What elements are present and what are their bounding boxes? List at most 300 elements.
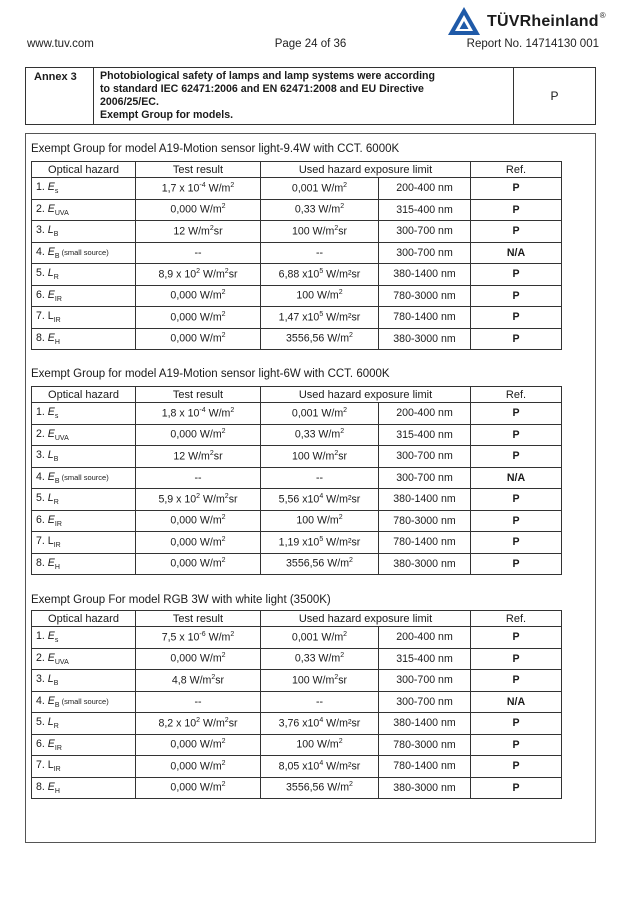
- test-result-cell: [136, 221, 261, 243]
- result-value: 4,8 W/m: [171, 674, 212, 687]
- hazard-cell: [32, 221, 136, 243]
- hazard-cell: [32, 264, 136, 286]
- test-result-cell: [136, 242, 261, 264]
- result-exponent: 2: [221, 289, 226, 297]
- result-exponent: -6: [199, 630, 206, 638]
- exposure-limit-cell: [261, 446, 379, 468]
- group-title: Exempt Group for model A19-Motion sensor light-6W with CCT. 6000K: [31, 368, 390, 380]
- hazard-cell: [32, 178, 136, 200]
- hazard-symbol: L: [47, 449, 54, 462]
- limit-exponent: 2: [338, 289, 343, 297]
- hazard-cell: [32, 403, 136, 425]
- test-result-cell: [136, 691, 261, 713]
- hazard-symbol: E: [47, 245, 55, 258]
- table-header-row: [32, 611, 562, 627]
- hazard-number: 7.: [36, 535, 45, 548]
- hazard-number: 3.: [36, 224, 45, 237]
- result-unit-exponent: 2: [230, 406, 235, 414]
- result-exponent: 2: [221, 781, 226, 789]
- result-exponent: 2: [209, 449, 214, 457]
- exposure-limit-cell: [261, 627, 379, 649]
- hazard-number: 7.: [36, 759, 45, 772]
- table-row: [32, 648, 562, 670]
- table-row: [32, 691, 562, 713]
- result-exponent: 2: [209, 224, 214, 232]
- exposure-limit-cell: [261, 777, 379, 799]
- limit-exponent: 2: [343, 181, 348, 189]
- result-exponent: 2: [221, 535, 226, 543]
- hazard-cell: [32, 307, 136, 329]
- hazard-note: (small source): [59, 247, 109, 257]
- hazard-number: 6.: [36, 513, 45, 526]
- exposure-limit-cell: [261, 221, 379, 243]
- hazard-number: 2.: [36, 651, 45, 664]
- exposure-limit-cell: [261, 756, 379, 778]
- result-unit-exponent: 2: [224, 267, 229, 275]
- limit-value: 3556,56 W/m: [286, 558, 350, 571]
- group-title: Exempt Group For model RGB 3W with white light (3500K): [31, 594, 331, 606]
- hazard-number: 1.: [36, 630, 45, 643]
- limit-unit: W/m²sr: [323, 493, 361, 506]
- result-value: 0,000 W/m: [170, 333, 222, 346]
- result-unit: W/m: [200, 717, 225, 730]
- hazard-symbol: L: [47, 267, 54, 280]
- limit-value: 0,33 W/m: [294, 204, 341, 217]
- limit-exponent: 2: [338, 738, 343, 746]
- ref-verdict-cell: P: [471, 627, 562, 649]
- limit-exponent: 2: [334, 449, 339, 457]
- hazard-number: 1.: [36, 181, 45, 194]
- hazard-subscript: B: [54, 701, 60, 709]
- wavelength-range-cell: 300-700 nm: [379, 242, 471, 264]
- table-row: [32, 777, 562, 799]
- ref-verdict-cell: P: [471, 446, 562, 468]
- hazard-number: 1.: [36, 406, 45, 419]
- exposure-limit-cell: [261, 424, 379, 446]
- hazard-number: 5.: [36, 492, 45, 505]
- limit-value: 3556,56 W/m: [286, 782, 350, 795]
- limit-exponent: 5: [319, 310, 324, 318]
- table-row: [32, 510, 562, 532]
- limit-value: 0,001 W/m: [291, 631, 344, 644]
- limit-value: 5,56 x10: [278, 493, 320, 506]
- wavelength-range-cell: 200-400 nm: [379, 178, 471, 200]
- result-unit: sr: [213, 225, 223, 238]
- limit-exponent: 2: [349, 557, 353, 565]
- annex-line: to standard IEC 62471:2006 and EN 62471:2008 and EU Directive: [100, 83, 424, 95]
- column-header: Test result: [136, 162, 261, 178]
- limit-value: --: [315, 471, 324, 484]
- exposure-limit-cell: [261, 403, 379, 425]
- hazard-cell: [32, 553, 136, 575]
- ref-verdict-cell: P: [471, 403, 562, 425]
- result-exponent: 2: [196, 492, 201, 500]
- result-value: 12 W/m: [173, 450, 210, 463]
- limit-exponent: 2: [343, 630, 348, 638]
- result-value: 0,000 W/m: [170, 429, 222, 442]
- hazard-number: 2.: [36, 202, 45, 215]
- hazard-table: [31, 610, 562, 799]
- hazard-cell: [32, 489, 136, 511]
- ref-verdict-cell: P: [471, 489, 562, 511]
- hazard-number: 6.: [36, 737, 45, 750]
- annex-description: [94, 68, 514, 124]
- test-result-cell: [136, 510, 261, 532]
- result-exponent: 2: [221, 738, 226, 746]
- exposure-limit-cell: [261, 648, 379, 670]
- hazard-symbol: E: [47, 331, 55, 344]
- result-exponent: 2: [221, 203, 226, 211]
- result-unit-tail: sr: [228, 717, 238, 730]
- hazard-symbol: L: [47, 759, 54, 772]
- hazard-symbol: E: [47, 181, 55, 194]
- hazard-number: 5.: [36, 267, 45, 280]
- ref-verdict-cell: P: [471, 328, 562, 350]
- hazard-cell: [32, 734, 136, 756]
- hazard-subscript: IR: [53, 542, 61, 550]
- result-value: 0,000 W/m: [170, 536, 222, 549]
- limit-exponent: 4: [319, 492, 324, 500]
- wavelength-range-cell: 315-400 nm: [379, 199, 471, 221]
- exposure-limit-cell: [261, 691, 379, 713]
- column-header: Ref.: [471, 162, 562, 178]
- limit-value: 100 W/m: [291, 450, 335, 463]
- limit-value: 1,19 x10: [278, 536, 320, 549]
- hazard-cell: [32, 777, 136, 799]
- result-unit: W/m: [205, 631, 231, 644]
- ref-verdict-cell: P: [471, 199, 562, 221]
- limit-value: 0,001 W/m: [291, 407, 344, 420]
- hazard-subscript: UVA: [54, 434, 69, 442]
- exposure-limit-cell: [261, 328, 379, 350]
- limit-exponent: 2: [334, 673, 339, 681]
- hazard-symbol: E: [47, 288, 55, 301]
- annex-line: Photobiological safety of lamps and lamp systems were according: [100, 70, 435, 82]
- wavelength-range-cell: 200-400 nm: [379, 403, 471, 425]
- column-header: Optical hazard: [32, 611, 136, 627]
- test-result-cell: [136, 264, 261, 286]
- table-header-row: [32, 387, 562, 403]
- test-result-cell: [136, 777, 261, 799]
- limit-exponent: 4: [319, 759, 324, 767]
- exposure-limit-cell: [261, 734, 379, 756]
- tuv-logo: [447, 4, 607, 36]
- hazard-subscript: s: [54, 188, 59, 196]
- result-value: 0,000 W/m: [170, 290, 222, 303]
- hazard-subscript: H: [54, 787, 60, 795]
- hazard-symbol: E: [47, 202, 55, 215]
- hazard-subscript: IR: [54, 520, 62, 528]
- limit-value: 0,001 W/m: [291, 182, 344, 195]
- wavelength-range-cell: 300-700 nm: [379, 670, 471, 692]
- hazard-note: (small source): [59, 696, 109, 706]
- hazard-number: 6.: [36, 288, 45, 301]
- result-exponent: 2: [221, 310, 226, 318]
- ref-verdict-cell: P: [471, 264, 562, 286]
- test-result-cell: [136, 670, 261, 692]
- ref-verdict-cell: P: [471, 424, 562, 446]
- hazard-symbol: E: [47, 737, 55, 750]
- table-row: [32, 446, 562, 468]
- hazard-symbol: E: [47, 630, 55, 643]
- result-unit-exponent: 2: [224, 716, 229, 724]
- annex-box: [25, 67, 596, 125]
- hazard-subscript: R: [53, 499, 59, 507]
- hazard-note: (small source): [59, 472, 109, 482]
- test-result-cell: [136, 713, 261, 735]
- test-result-cell: [136, 532, 261, 554]
- hazard-subscript: IR: [54, 744, 62, 752]
- limit-value: 100 W/m: [296, 515, 339, 528]
- result-exponent: 2: [221, 652, 226, 660]
- wavelength-range-cell: 315-400 nm: [379, 648, 471, 670]
- test-result-cell: [136, 489, 261, 511]
- hazard-symbol: E: [47, 470, 55, 483]
- wavelength-range-cell: 300-700 nm: [379, 446, 471, 468]
- hazard-symbol: E: [47, 694, 55, 707]
- limit-value: 6,88 x10: [278, 268, 320, 281]
- result-value: --: [194, 246, 202, 259]
- ref-verdict-cell: N/A: [471, 242, 562, 264]
- table-row: [32, 734, 562, 756]
- table-header-row: [32, 162, 562, 178]
- ref-verdict-cell: P: [471, 178, 562, 200]
- wavelength-range-cell: 780-3000 nm: [379, 510, 471, 532]
- ref-verdict-cell: P: [471, 713, 562, 735]
- limit-value: --: [315, 246, 324, 259]
- exposure-limit-cell: [261, 713, 379, 735]
- ref-verdict-cell: P: [471, 648, 562, 670]
- table-row: [32, 307, 562, 329]
- result-value: 0,000 W/m: [170, 739, 222, 752]
- exposure-limit-cell: [261, 199, 379, 221]
- wavelength-range-cell: 780-1400 nm: [379, 307, 471, 329]
- hazard-symbol: L: [47, 492, 54, 505]
- brand-name: TÜVRheinland®: [487, 11, 606, 30]
- hazard-subscript: B: [53, 231, 59, 239]
- hazard-number: 8.: [36, 331, 45, 344]
- hazard-symbol: E: [47, 780, 55, 793]
- ref-verdict-cell: P: [471, 285, 562, 307]
- result-exponent: 2: [221, 759, 226, 767]
- hazard-cell: [32, 670, 136, 692]
- result-unit-exponent: 2: [230, 630, 235, 638]
- test-result-cell: [136, 756, 261, 778]
- hazard-cell: [32, 532, 136, 554]
- hazard-symbol: L: [47, 673, 54, 686]
- table-row: [32, 178, 562, 200]
- hazard-symbol: E: [47, 427, 55, 440]
- ref-verdict-cell: P: [471, 532, 562, 554]
- limit-unit: W/m²sr: [323, 311, 361, 324]
- hazard-number: 3.: [36, 673, 45, 686]
- exposure-limit-cell: [261, 178, 379, 200]
- hazard-subscript: s: [54, 413, 59, 421]
- limit-value: 3556,56 W/m: [286, 333, 350, 346]
- limit-unit: W/m²sr: [323, 268, 361, 281]
- ref-verdict-cell: P: [471, 221, 562, 243]
- ref-verdict-cell: P: [471, 510, 562, 532]
- wavelength-range-cell: 200-400 nm: [379, 627, 471, 649]
- table-row: [32, 264, 562, 286]
- hazard-cell: [32, 510, 136, 532]
- hazard-subscript: IR: [54, 295, 62, 303]
- table-row: [32, 713, 562, 735]
- limit-exponent: 2: [349, 332, 353, 340]
- result-exponent: 2: [221, 332, 226, 340]
- result-unit: W/m: [205, 182, 231, 195]
- ref-verdict-cell: P: [471, 734, 562, 756]
- result-value: 12 W/m: [173, 225, 210, 238]
- wavelength-range-cell: 315-400 nm: [379, 424, 471, 446]
- wavelength-range-cell: 380-1400 nm: [379, 489, 471, 511]
- result-value: 0,000 W/m: [170, 558, 222, 571]
- ref-verdict-cell: N/A: [471, 691, 562, 713]
- wavelength-range-cell: 300-700 nm: [379, 221, 471, 243]
- test-result-cell: [136, 178, 261, 200]
- hazard-table: [31, 386, 562, 575]
- column-header: Used hazard exposure limit: [261, 162, 471, 178]
- column-header: Test result: [136, 611, 261, 627]
- table-row: [32, 467, 562, 489]
- test-result-cell: [136, 734, 261, 756]
- result-unit: sr: [213, 450, 223, 463]
- exposure-limit-cell: [261, 510, 379, 532]
- hazard-number: 2.: [36, 427, 45, 440]
- test-result-cell: [136, 328, 261, 350]
- column-header: Ref.: [471, 387, 562, 403]
- hazard-table: [31, 161, 562, 350]
- hazard-subscript: UVA: [54, 209, 69, 217]
- hazard-subscript: s: [54, 637, 59, 645]
- test-result-cell: [136, 467, 261, 489]
- group-title: Exempt Group for model A19-Motion sensor light-9.4W with CCT. 6000K: [31, 143, 400, 155]
- exposure-limit-cell: [261, 553, 379, 575]
- hazard-cell: [32, 328, 136, 350]
- exposure-limit-cell: [261, 242, 379, 264]
- table-row: [32, 553, 562, 575]
- hazard-cell: [32, 627, 136, 649]
- hazard-symbol: L: [47, 716, 54, 729]
- wavelength-range-cell: 780-1400 nm: [379, 756, 471, 778]
- ref-verdict-cell: P: [471, 756, 562, 778]
- hazard-symbol: L: [47, 535, 54, 548]
- hazard-subscript: B: [53, 456, 59, 464]
- result-unit-exponent: 2: [230, 181, 235, 189]
- limit-unit: sr: [338, 225, 348, 238]
- hazard-cell: [32, 424, 136, 446]
- page-number: Page 24 of 36: [274, 38, 347, 50]
- hazard-subscript: H: [54, 338, 60, 346]
- result-value: 8,2 x 10: [158, 717, 197, 730]
- exposure-limit-cell: [261, 670, 379, 692]
- wavelength-range-cell: 780-3000 nm: [379, 734, 471, 756]
- result-exponent: 2: [221, 428, 226, 436]
- result-unit: W/m: [200, 493, 225, 506]
- limit-exponent: 2: [340, 203, 345, 211]
- exposure-limit-cell: [261, 307, 379, 329]
- wavelength-range-cell: 380-3000 nm: [379, 777, 471, 799]
- hazard-subscript: H: [54, 563, 60, 571]
- ref-verdict-cell: P: [471, 553, 562, 575]
- website-text: www.tuv.com: [27, 38, 94, 50]
- hazard-subscript: B: [54, 252, 60, 260]
- result-value: 0,000 W/m: [170, 760, 222, 773]
- limit-value: 100 W/m: [296, 290, 339, 303]
- result-exponent: 2: [211, 673, 216, 681]
- table-row: [32, 242, 562, 264]
- limit-value: 100 W/m: [291, 225, 335, 238]
- test-result-cell: [136, 553, 261, 575]
- hazard-number: 7.: [36, 310, 45, 323]
- wavelength-range-cell: 780-3000 nm: [379, 285, 471, 307]
- wavelength-range-cell: 380-3000 nm: [379, 553, 471, 575]
- result-value: 0,000 W/m: [170, 204, 222, 217]
- result-value: 8,9 x 10: [158, 268, 197, 281]
- limit-exponent: 5: [319, 535, 324, 543]
- result-unit-tail: sr: [228, 493, 238, 506]
- exposure-limit-cell: [261, 264, 379, 286]
- hazard-symbol: E: [47, 651, 55, 664]
- limit-value: 0,33 W/m: [294, 653, 341, 666]
- result-exponent: 2: [196, 267, 201, 275]
- table-row: [32, 221, 562, 243]
- result-value: --: [194, 695, 202, 708]
- table-row: [32, 424, 562, 446]
- limit-exponent: 2: [334, 224, 339, 232]
- column-header: Used hazard exposure limit: [261, 387, 471, 403]
- table-row: [32, 489, 562, 511]
- ref-verdict-cell: P: [471, 777, 562, 799]
- limit-unit: sr: [338, 674, 348, 687]
- hazard-symbol: L: [47, 310, 54, 323]
- result-unit: W/m: [205, 407, 231, 420]
- result-value: 1,7 x 10: [161, 182, 200, 195]
- ref-verdict-cell: N/A: [471, 467, 562, 489]
- limit-value: --: [315, 695, 324, 708]
- annex-line: Exempt Group for models.: [100, 109, 234, 121]
- limit-unit: W/m²sr: [323, 717, 361, 730]
- table-row: [32, 285, 562, 307]
- wavelength-range-cell: 780-1400 nm: [379, 532, 471, 554]
- result-exponent: 2: [196, 716, 201, 724]
- table-row: [32, 756, 562, 778]
- result-exponent: -4: [199, 406, 206, 414]
- result-unit-tail: sr: [228, 268, 238, 281]
- hazard-symbol: L: [47, 224, 54, 237]
- column-header: Optical hazard: [32, 387, 136, 403]
- hazard-subscript: IR: [53, 317, 61, 325]
- result-value: --: [194, 471, 202, 484]
- hazard-cell: [32, 199, 136, 221]
- hazard-cell: [32, 756, 136, 778]
- limit-exponent: 2: [349, 781, 353, 789]
- exposure-limit-cell: [261, 467, 379, 489]
- hazard-symbol: E: [47, 556, 55, 569]
- hazard-subscript: R: [53, 274, 59, 282]
- tuv-triangle-icon: [447, 6, 481, 36]
- table-row: [32, 670, 562, 692]
- hazard-cell: [32, 446, 136, 468]
- hazard-cell: [32, 467, 136, 489]
- exposure-limit-cell: [261, 532, 379, 554]
- limit-value: 3,76 x10: [278, 717, 320, 730]
- limit-value: 100 W/m: [296, 739, 339, 752]
- test-result-cell: [136, 285, 261, 307]
- table-row: [32, 328, 562, 350]
- table-row: [32, 199, 562, 221]
- result-value: 0,000 W/m: [170, 653, 222, 666]
